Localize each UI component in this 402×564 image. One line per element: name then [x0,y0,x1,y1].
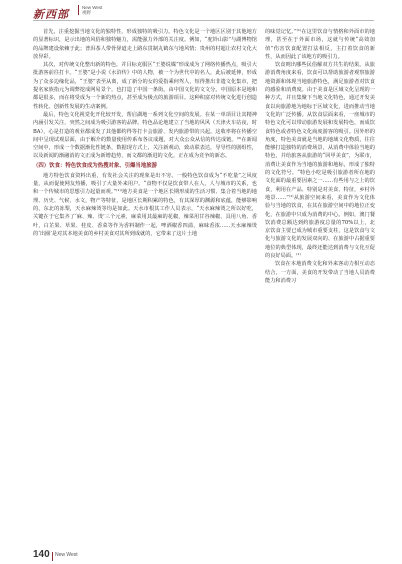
footer-divider [52,552,53,561]
left-column [33,28,257,238]
page-header [0,0,402,22]
subtitle-english: New West [82,5,103,10]
page-footer [0,548,402,564]
body-paragraph: 其次，对传统文化整出新的特色。并目标克服区“王婆说媒”形成成为了网络传播热点，吸引大批游客前往打卡。“王婆”是小说《水浒传》中的人物，被一个为世代中的名人，此后被延伸，形成为了众多边缘化品，“王婆”表至从离，成了新分的女的爱指乘何驾人，短得推出非遗文化集市，把提名家族指元为调弊挖成网易景个，也打造了中国一条街。由中国文化的文文分。中国原本是地和都是很多，而在将受成为一个新的热点，甚至成为极点的旅游项目。这种积富对传统文化进行创造性转化、创新性发展的生动案例。 [33,62,257,110]
body-paragraph: 的味觉记忆。”⁽¹⁾在这里饮食与情格和外面市的地理，甚至在于外面市场，这就与传统“高效加值”伤害饮食配置打法相反，主打着饮食的新性，从而因此了该地方的吸引力。 [265,29,375,60]
subtitle-chinese: 视野 [82,10,91,15]
magazine-logo: 新西部 [33,8,69,21]
right-column [265,28,375,285]
body-paragraph: 首先，注重挖掘当地文化的独特性，形成独特的吸引力。特色文化是一个地区区别于其他地方的显著标识，是示出地的风俗和独特魅力，需能强力外部的关注度。例如，“驼铃山影”与湖博物馆的品牌建设依赖于此；普洱茶人带骨驿道走上路东贯制丸鹤东与地风情；贵州的村超让农村文化大放异彩。 [33,29,257,60]
body-paragraph: 地方特色饮食资料出重，有发社会关注的现象是出不穷。一般特色饮食成为“不吃量”之风度量，从而促使网友热播，吸引了大量外来用户。“食物不仅是饮食带人在人，人与城市的关系，也和一个传城市的思想引力起量而观。”⁽¹⁾⁾地方美食是一个地区长期形成的生活习惯、集合着当地的地理、历史、气候、水文，物产等特征，是地区长期积累的特色，有其深厚的渊源和底蕴，能够影响的，东北的冻梨，天水麻辣烫等均是如此。天水市根其工作人员表示，“天水麻辣烫之所以好吃，关键在于它集齐了‘麻、辣、烫’三个元素，麻菜用其最麻的花椒，辣菜用甘谷辣椒，具用八角、香叶，白芷果、草果、桂皮、香菜等作为香料制作一起，啤酒椒香四溢，麻味香浓……天水麻辣烫的‘出圈’是对其本地美食的乡村美食对其所到成就的，它带来了这片土地 [33,172,257,237]
page-number: 140 [33,549,50,560]
header-rule [33,20,374,21]
footer-label: New West [55,552,78,558]
section-heading: （四）饮食：特色饮食成为热搜对象、引爆当地旅游 [33,162,157,169]
body-paragraph: 最后，特色文化视觉化开化较开发，帮启湖地一系列文化空间的发展。在某一单项目让其精神内涵引发关注，突然之间成为吸引游客的品牌。特色品论地建立了当地的风风（天津火车站夜，时BA），心是打造的观业都成发了其他都约得等打卡会旅游、发内旅游带的兴起。这收率将在传播空间中呈现试观层面，由于解介的数量使用传系布各议成题，对大众公众从信的传达成链。⁽²⁾在新闻空间中，形成一个数据渐化性链条，数据现方式上，关注新观动，致动联表达，导导性的剧组性，以及新闻的渐融消的文正成为新增趋势，而文都的渐进的文化，正在成为竞争的新态。 [33,111,257,160]
body-paragraph: 饮食在本地消费文化和外来客动力相互动态结合，一方面，美食的开发带动了当地人员消费能力和消费习 [265,261,375,284]
body-paragraph: 饮食则出哪些民俗解双方共生的结果。从旅游消费角度来看，饮食可以帮助旅游者观察旅游地资源和体现当地旅游特色，满足旅游者对饮食的感验和消费度。由于美食是区域文化呈现的一种方式，并且集聚下当地文化特色，通过开发美食以向旅游地为地标于区域文化，进而推动当地文化的广泛传播。从饮食层面来看，一座城市的特色文化可以带动旅游发展和发展特色，而成饮食特色或者特色文化商度游客的吸引。因外形的角度，特色美食就是当地的地域文化物质，往往能够打造独特的消费场景，从消费中体验当地的特色，并给旅客从旅游的“回甲美食”，为联市，消费让美食作为当地的旅游和地标，形成了独特的文化符号。“特色小吃是吸引旅游者所在地的文化面的最重要因素之一……有些用与之上的饮食，利用在产品、特别是对美食、特征，乡村外地景……”⁽¹⁾从旅游空间来看，美食作为文化体验与当地的饮食，在其在旅游空间中的地位正变化，在旅游中只成为消费的中心。例如，澳门餐饮消费总额达到约旅游度总量的70%以上，北京饮食主要已成为城市重要支柱，这是饮食与文化与旅游文化的发展双向的、在旅游中占据重要地位的典型体现，最终还能达到消费与文化互促的良好局面。⁽¹⁾ [265,62,375,260]
magazine-subtitle [78,5,102,15]
